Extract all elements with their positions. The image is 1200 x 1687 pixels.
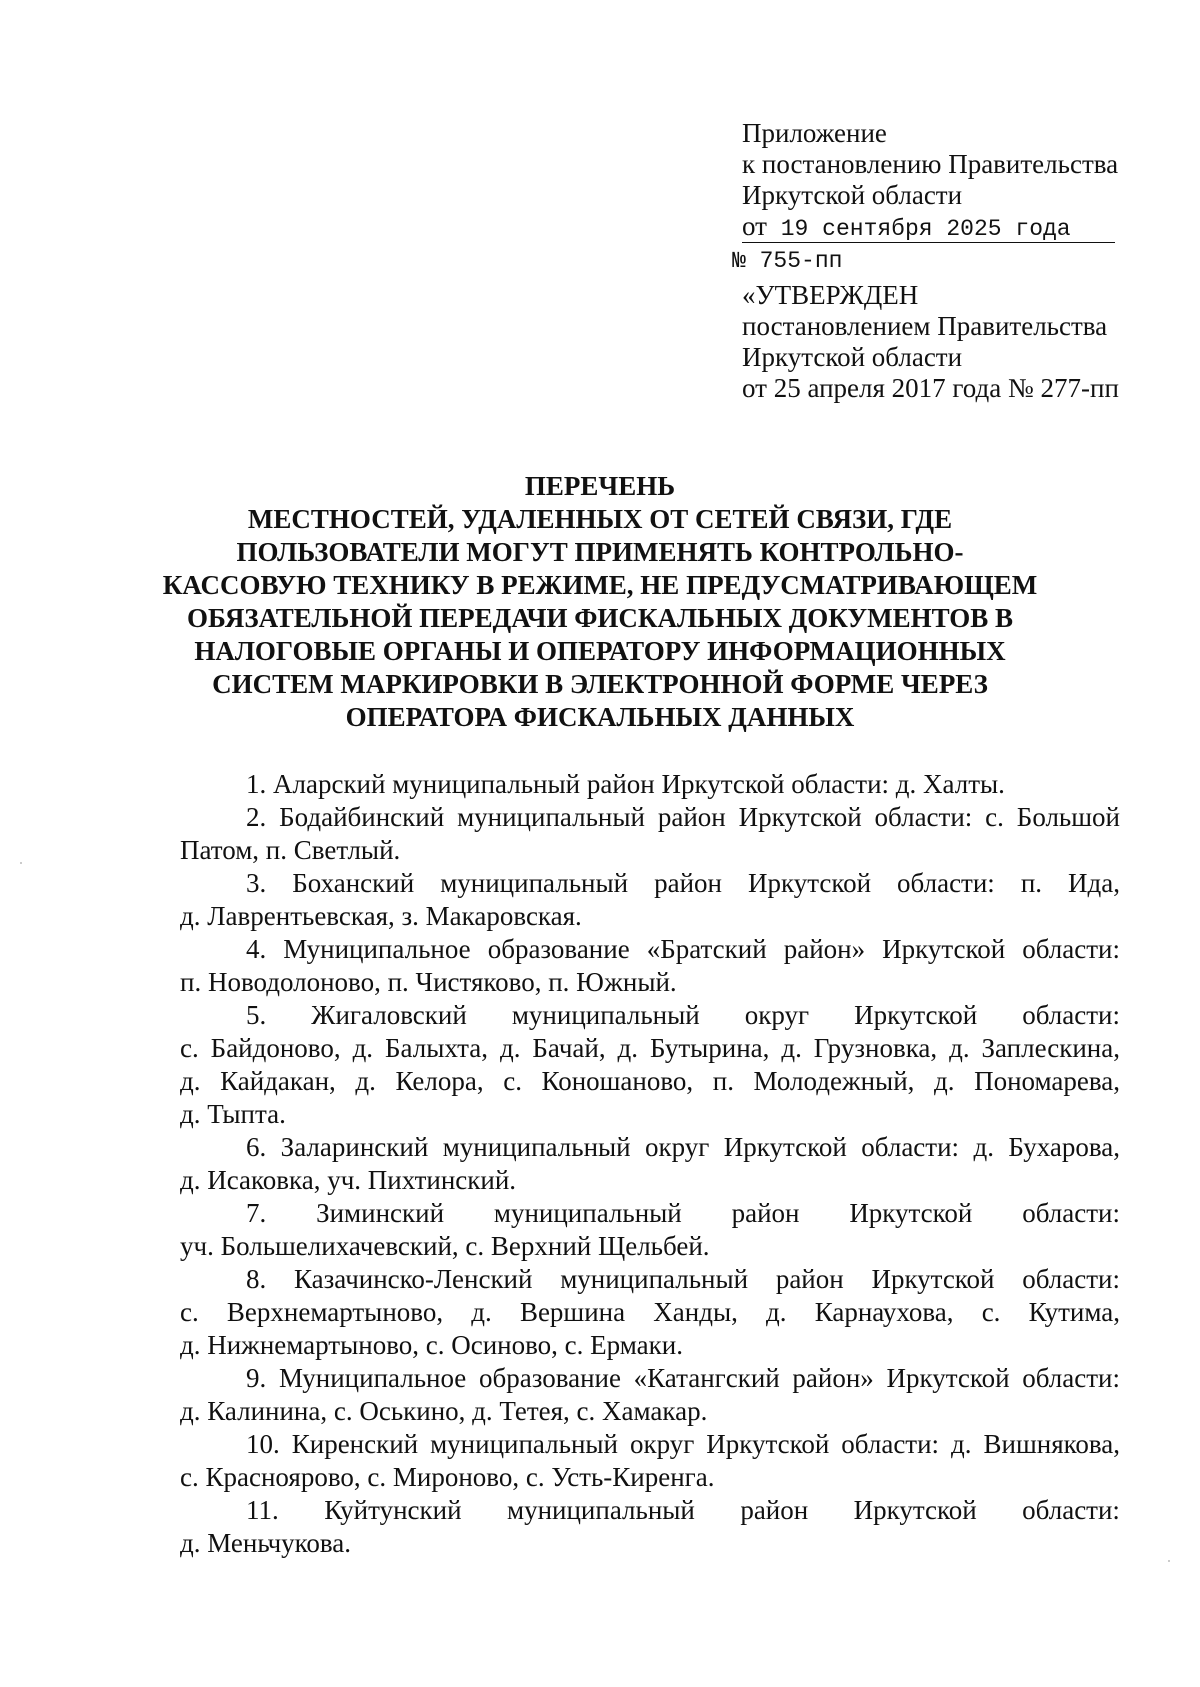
- title-line: ПЕРЕЧЕНЬ: [524, 471, 676, 501]
- document-title: [160, 470, 1040, 734]
- list-item-word: области:: [1022, 1000, 1120, 1030]
- list-item-line: [180, 1197, 1120, 1230]
- list-item-line: с. Байдоново, д. Балыхта, д. Бачай, д. Бутырина, д. Грузновка, д. Заплескина,: [180, 1033, 1120, 1063]
- list-item-line: уч. Большелихачевский, с. Верхний Щельбей.: [180, 1231, 710, 1261]
- list-item-line: [180, 999, 1120, 1032]
- list-item-word: Иркутской: [853, 1495, 977, 1525]
- list-item-line: [180, 1494, 1120, 1527]
- approved-label: «УТВЕРЖДЕН: [742, 280, 919, 310]
- list-item: [180, 867, 1120, 933]
- list-item-line: д. Нижнемартыново, с. Осиново, с. Ермаки.: [180, 1330, 683, 1360]
- list-item-word: 5.: [246, 1000, 267, 1030]
- list-item: [180, 1428, 1120, 1494]
- scan-speck: [1168, 1560, 1170, 1562]
- locality-list: [180, 768, 1120, 1560]
- list-item: [180, 801, 1120, 867]
- appendix-header: [732, 118, 1162, 404]
- title-line: КАССОВУЮ ТЕХНИКУ В РЕЖИМЕ, НЕ ПРЕДУСМАТРИВАЮЩЕМ: [162, 570, 1038, 600]
- list-item-line: д. Меньчукова.: [180, 1528, 352, 1558]
- appendix-date-line: [742, 211, 1162, 243]
- title-line: МЕСТНОСТЕЙ, УДАЛЕННЫХ ОТ СЕТЕЙ СВЯЗИ, ГДЕ: [247, 504, 953, 534]
- title-line: ПОЛЬЗОВАТЕЛИ МОГУТ ПРИМЕНЯТЬ КОНТРОЛЬНО-: [236, 537, 964, 567]
- approved-by: постановлением Правительства: [742, 311, 1108, 341]
- list-item-line: 8. Казачинско-Ленский муниципальный район Иркутской области:: [246, 1264, 1120, 1294]
- list-item-word: муниципальный: [493, 1198, 682, 1228]
- title-line: СИСТЕМ МАРКИРОВКИ В ЭЛЕКТРОННОЙ ФОРМЕ ЧЕРЕЗ: [212, 669, 988, 699]
- list-item-line: д. Калинина, с. Оськино, д. Тетея, с. Хамакар.: [180, 1396, 708, 1426]
- title-line: НАЛОГОВЫЕ ОРГАНЫ И ОПЕРАТОРУ ИНФОРМАЦИОННЫХ: [194, 636, 1006, 666]
- list-item-line: 1. Аларский муниципальный район Иркутской области: д. Халты.: [246, 769, 1005, 799]
- list-item-word: Иркутской: [854, 1000, 978, 1030]
- list-item-line: с. Верхнемартыново, д. Вершина Ханды, д. Карнаухова, с. Кутима,: [180, 1297, 1120, 1327]
- list-item: [180, 1494, 1120, 1560]
- list-item: [180, 768, 1120, 801]
- list-item-line: п. Новодолоново, п. Чистяково, п. Южный.: [180, 967, 677, 997]
- approved-region: Иркутской области: [742, 342, 963, 372]
- appendix-date-field: [742, 213, 1115, 243]
- list-item-line: 10. Киренский муниципальный округ Иркутской области: д. Вишнякова,: [246, 1429, 1120, 1459]
- list-item-word: район: [731, 1198, 800, 1228]
- list-item-line: 4. Муниципальное образование «Братский район» Иркутской области:: [246, 934, 1120, 964]
- list-item-word: Куйтунский: [324, 1495, 462, 1525]
- list-item: [180, 1263, 1120, 1362]
- appendix-number-value: № 755-пп: [732, 248, 843, 274]
- approved-block: [742, 280, 1162, 404]
- list-item-line: с. Красноярово, с. Мироново, с. Усть-Киренга.: [180, 1462, 715, 1492]
- list-item-line: Патом, п. Светлый.: [180, 835, 401, 865]
- title-line: ОПЕРАТОРА ФИСКАЛЬНЫХ ДАННЫХ: [345, 702, 855, 732]
- appendix-date-value: 19 сентября 2025 года: [766, 216, 1071, 242]
- list-item-word: округ: [744, 1000, 810, 1030]
- list-item-word: области:: [1022, 1495, 1120, 1525]
- list-item: [180, 999, 1120, 1131]
- list-item-word: Зиминский: [316, 1198, 445, 1228]
- list-item-line: д. Кайдакан, д. Келора, с. Коношаново, п. Молодежный, д. Пономарева,: [180, 1066, 1120, 1096]
- list-item-line: 3. Боханский муниципальный район Иркутской области: п. Ида,: [246, 868, 1120, 898]
- list-item-line: 9. Муниципальное образование «Катангский район» Иркутской области:: [246, 1363, 1120, 1393]
- list-item-word: район: [740, 1495, 809, 1525]
- list-item-line: 2. Бодайбинский муниципальный район Иркутской области: с. Большой: [246, 802, 1120, 832]
- list-item-word: области:: [1022, 1198, 1120, 1228]
- list-item-word: 11.: [246, 1495, 279, 1525]
- list-item-line: д. Тыпта.: [180, 1099, 286, 1129]
- list-item-line: 6. Заларинский муниципальный округ Иркутской области: д. Бухарова,: [246, 1132, 1120, 1162]
- approved-date-number: от 25 апреля 2017 года № 277-пп: [742, 373, 1119, 403]
- list-item: [180, 1362, 1120, 1428]
- list-item: [180, 1131, 1120, 1197]
- list-item-word: 7.: [246, 1198, 267, 1228]
- list-item-word: муниципальный: [511, 1000, 700, 1030]
- appendix-resolution-ref: к постановлению Правительства: [742, 149, 1119, 179]
- appendix-number-line: [732, 243, 1162, 277]
- list-item: [180, 1197, 1120, 1263]
- list-item-line: д. Исаковка, уч. Пихтинский.: [180, 1165, 517, 1195]
- list-item-word: Иркутской: [849, 1198, 973, 1228]
- appendix-label: Приложение: [742, 118, 887, 148]
- list-item: [180, 933, 1120, 999]
- appendix-region: Иркутской области: [742, 180, 963, 210]
- list-item-word: Жигаловский: [311, 1000, 467, 1030]
- title-line: ОБЯЗАТЕЛЬНОЙ ПЕРЕДАЧИ ФИСКАЛЬНЫХ ДОКУМЕНТОВ В: [186, 603, 1014, 633]
- list-item-line: д. Лаврентьевская, з. Макаровская.: [180, 901, 582, 931]
- list-item-word: муниципальный: [506, 1495, 695, 1525]
- scan-speck: [20, 862, 22, 864]
- appendix-date-prefix: от: [742, 211, 767, 241]
